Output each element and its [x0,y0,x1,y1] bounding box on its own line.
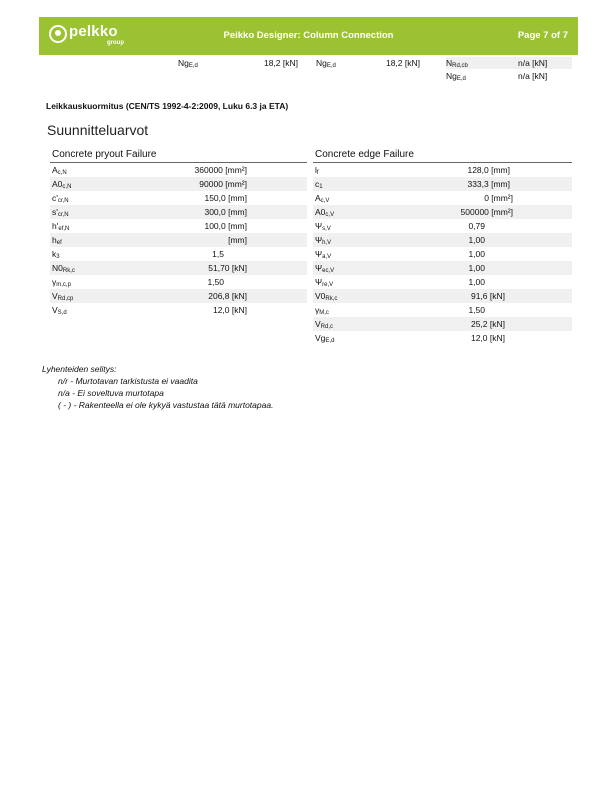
table-row [50,177,307,191]
legend-item: n/a - Ei soveltuva murtotapa [58,388,164,398]
row-label: A [52,165,58,175]
pryout-table [50,148,307,317]
top-left-subscript: E,d [188,63,198,69]
pryout-table-rows [50,163,307,317]
row-value: 300,0 [mm] [204,207,247,217]
table-row [313,303,572,317]
table-row [50,261,307,275]
row-label: Vg [315,333,326,343]
row-value: 500000 [mm²] [460,207,513,217]
edge-table [313,148,572,345]
table-row [313,163,572,177]
row-label: N0 [52,263,63,273]
row-subscript: h,V [322,240,332,246]
row-label: V [52,305,58,315]
row-subscript: 1 [319,184,323,190]
row-subscript: Rd,c [320,324,334,330]
row-label: A [315,193,321,203]
row-subscript: c,N [57,170,67,176]
top-right-label-2: Ng [446,71,457,81]
row-subscript: Rk,c [325,296,338,302]
row-subscript: Rd,cp [57,296,74,302]
table-row [50,289,307,303]
table-row [313,233,572,247]
row-subscript: re,V [322,282,334,288]
top-right-value-1: n/a [kN] [518,58,548,68]
row-value: 360000 [mm²] [194,165,247,175]
table-row [313,275,572,289]
pryout-table-title: Concrete pryout Failure [50,148,307,163]
row-label: s' [52,207,58,217]
row-label: c' [52,193,58,203]
section-title: Leikkauskuormitus (CEN/TS 1992-4-2:2009, Luku 6.3 ja ETA) [46,101,289,111]
row-subscript: Rk,c [62,268,75,274]
row-value: 1,50 [207,277,224,287]
top-right-row-1 [446,57,572,69]
table-row [50,247,307,261]
row-label: γ [315,305,320,315]
row-label: Ψ [315,249,323,259]
row-label: V0 [315,291,326,301]
row-subscript: f [316,170,319,176]
row-subscript: ef [56,240,62,246]
row-value: 100,0 [mm] [204,221,247,231]
row-label: V [315,319,321,329]
row-label: h [52,235,57,245]
table-row [50,163,307,177]
row-label: γ [52,277,57,287]
row-subscript: M,c [319,310,329,316]
top-right-subscript-1: Rd,cb [452,63,468,69]
row-subscript: 3 [56,254,60,260]
row-label: A0 [52,179,63,189]
table-row [313,205,572,219]
row-label: Ψ [315,221,323,231]
legend-item: n/r - Murtotavan tarkistusta ei vaadita [58,376,198,386]
row-label: V [52,291,58,301]
row-subscript: cr,N [57,212,69,218]
table-row [313,177,572,191]
top-left-value: 18,2 [kN] [263,58,298,68]
row-subscript: m,c,p [56,282,71,288]
row-label: h' [52,221,59,231]
row-label: Ψ [315,277,323,287]
table-row [313,317,572,331]
table-row [313,261,572,275]
row-label: k [52,249,57,259]
top-right-value-2: n/a [kN] [518,71,548,81]
table-row [50,275,307,289]
table-row [50,205,307,219]
edge-table-title: Concrete edge Failure [313,148,572,163]
row-value: 1,00 [468,235,485,245]
row-value: 1,5 [212,249,224,259]
logo-subtext: group [107,40,124,46]
row-value: 12,0 [kN] [470,333,505,343]
table-row [313,289,572,303]
row-value: 206,8 [kN] [208,291,247,301]
row-value: 128,0 [mm] [467,165,510,175]
row-value: 333,3 [mm] [467,179,510,189]
row-value: [mm] [228,235,247,245]
legend-item: ( - ) - Rakenteella ei ole kykyä vastustaa tätä murtotapaa. [58,400,274,410]
table-row [50,303,307,317]
row-subscript: ef,N [58,226,70,232]
row-subscript: E,d [325,338,335,344]
row-value: 12,0 [kN] [212,305,247,315]
row-subscript: a,V [322,254,332,260]
row-value: 51,70 [kN] [208,263,247,273]
top-middle-cell [316,57,420,69]
edge-table-rows [313,163,572,345]
top-middle-subscript: E,d [326,63,336,69]
row-label: Ψ [315,263,323,273]
document-title: Peikko Designer: Column Connection [223,30,394,41]
row-value: 1,00 [468,249,485,259]
page-number: Page 7 of 7 [517,30,568,41]
top-middle-value: 18,2 [kN] [385,58,420,68]
row-value: 150,0 [mm] [204,193,247,203]
row-label: c [315,179,320,189]
top-right-label-1: N [446,58,453,68]
row-label: A0 [315,207,326,217]
page-header [39,17,578,55]
row-subscript: c,N [62,184,72,190]
logo-text: pelkko [69,23,118,40]
top-left-cell [178,57,298,69]
top-right-subscript-2: E,d [456,76,466,82]
table-row [313,219,572,233]
abbreviation-legend [42,363,273,411]
row-value: 90000 [mm²] [199,179,247,189]
row-subscript: ec,V [322,268,335,274]
row-label: l [315,165,317,175]
top-left-label: Ng [178,58,189,68]
row-label: Ψ [315,235,323,245]
row-subscript: c,V [325,212,335,218]
top-right-row-2 [446,70,572,82]
row-subscript: s,V [322,226,331,232]
row-value: 25,2 [kN] [470,319,505,329]
row-value: 91,6 [kN] [470,291,505,301]
row-value: 1,00 [468,263,485,273]
design-values-heading: Suunnitteluarvot [47,122,149,138]
row-value: 1,50 [468,305,485,315]
row-value: 0 [mm²] [484,193,513,203]
table-row [50,191,307,205]
table-row [313,191,572,205]
row-subscript: c,V [320,198,330,204]
top-middle-label: Ng [316,58,327,68]
row-subscript: cr,N [57,198,69,204]
legend-title: Lyhenteiden selitys: [42,364,117,374]
row-value: 1,00 [468,277,485,287]
table-row [313,247,572,261]
row-subscript: S,d [57,310,67,316]
table-row [50,219,307,233]
table-row [313,331,572,345]
row-value: 0,79 [468,221,485,231]
table-row [50,233,307,247]
